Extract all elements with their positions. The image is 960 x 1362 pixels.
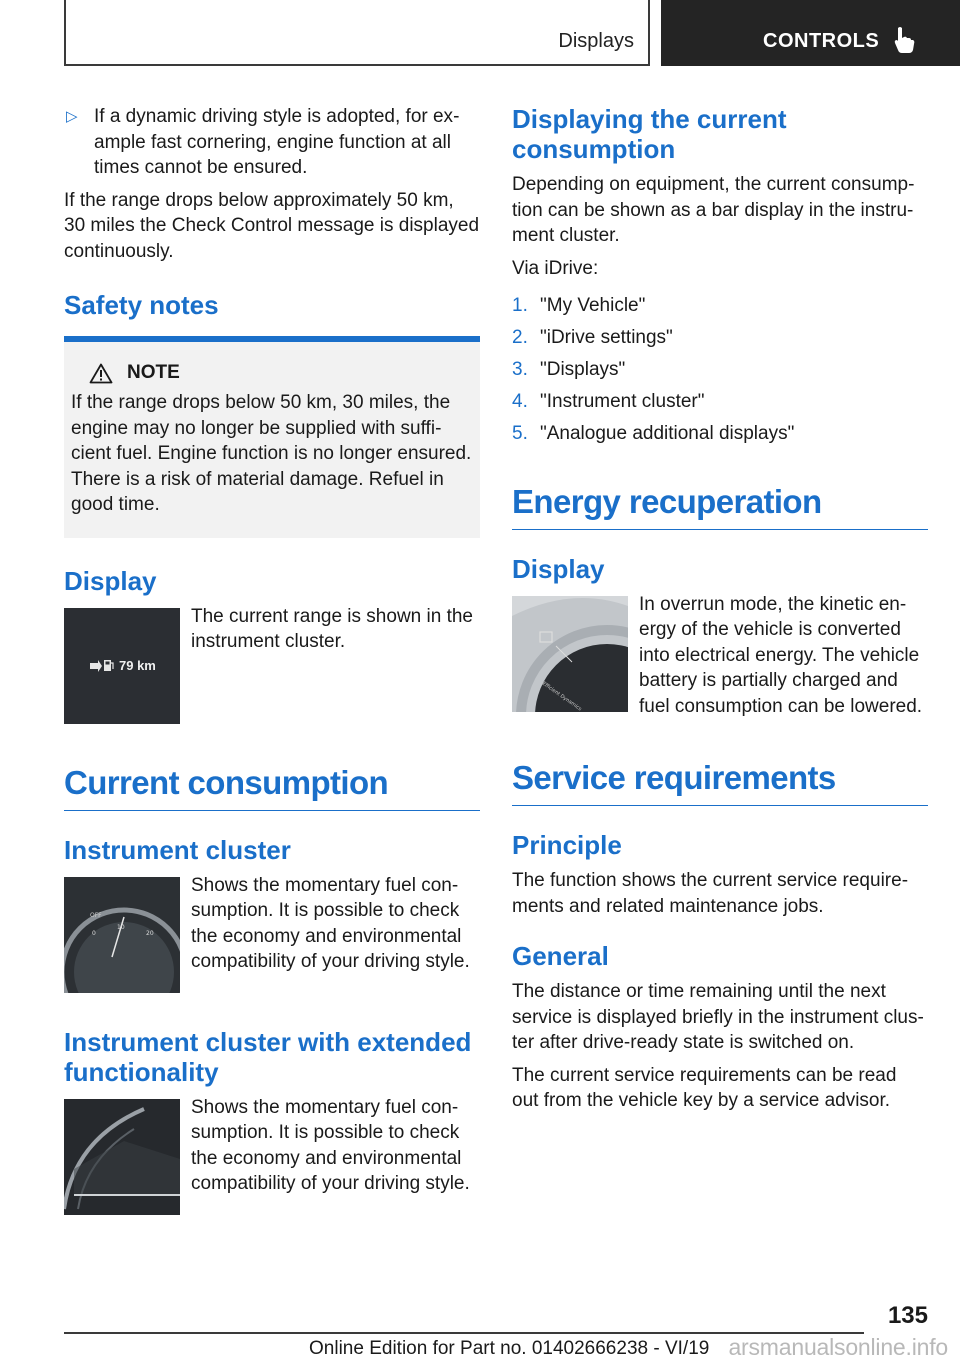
display-figure xyxy=(64,604,480,724)
list-item: 1. "My Vehicle" xyxy=(512,295,646,316)
general-text-2: The current service requirements can be read out from the vehicle key by a service advisor. xyxy=(512,1064,897,1111)
list-item: 5. "Analogue additional displays" xyxy=(512,423,795,444)
displaying-consumption-heading: Displaying the current consumption xyxy=(512,104,787,164)
note-box xyxy=(64,336,480,538)
list-item: 4. "Instrument cluster" xyxy=(512,391,705,412)
via-idrive-label: Via iDrive: xyxy=(512,257,599,279)
principle-heading: Principle xyxy=(512,830,622,860)
svg-text:10: 10 xyxy=(117,923,125,931)
display-text: The current range is shown in the instrument cluster. xyxy=(191,605,473,652)
extended-cluster-image xyxy=(64,1099,180,1215)
gauge-graphic xyxy=(64,877,180,993)
general-text-1: The distance or time remaining until the next service is displayed briefly in the instrument cluster after drive-ready state is switched on. xyxy=(512,981,924,1053)
idrive-steps-list xyxy=(512,293,928,447)
safety-notes-heading: Safety notes xyxy=(64,290,219,320)
svg-text:0: 0 xyxy=(92,929,96,937)
header-chapter-tab xyxy=(661,0,960,66)
range-display-image xyxy=(64,608,180,724)
warning-triangle-icon xyxy=(89,363,113,384)
current-consumption-heading: Current consumption xyxy=(64,764,480,811)
note-text: If the range drops below 50 km, 30 miles, the engine may no longer be supplied with sufficient fuel. Engine function is no longer ensured. There is a risk of material damage. Refuel in good time. xyxy=(71,392,472,515)
right-column xyxy=(512,104,928,1121)
cluster-text: Shows the momentary fuel consumption. It is possible to check the economy and environmental compatibility of your driving style. xyxy=(191,874,470,972)
footer-edition: Online Edition for Part no. 01402666238 - VI/19 xyxy=(309,1338,710,1359)
svg-text:20: 20 xyxy=(146,929,154,937)
extended-gauge-graphic xyxy=(64,1099,180,1215)
display-heading: Display xyxy=(64,565,157,596)
extended-cluster-text: Shows the momentary fuel consumption. It is possible to check the economy and environmental compatibility of your driving style. xyxy=(191,1096,470,1194)
displaying-consumption-text: Depending on equipment, the current consumption can be shown as a bar display in the instrument cluster. xyxy=(512,174,915,246)
energy-text: In overrun mode, the kinetic energy of the vehicle is converted into electrical energy. The vehicle battery is partially charged and fuel consumption can be lowered. xyxy=(639,593,923,717)
energy-figure xyxy=(512,592,928,720)
extended-cluster-figure xyxy=(64,1095,480,1215)
energy-recuperation-heading: Energy recuperation xyxy=(512,483,928,530)
header-chapter-title: CONTROLS xyxy=(763,30,880,52)
extended-cluster-heading: Instrument cluster with extended functionality xyxy=(64,1026,472,1087)
recuperation-gauge-graphic xyxy=(512,596,628,712)
list-item: 2. "iDrive settings" xyxy=(512,327,673,348)
list-item: 3. "Displays" xyxy=(512,359,626,380)
note-title-text: NOTE xyxy=(127,362,180,383)
header-section-title: Displays xyxy=(558,30,634,52)
cluster-figure xyxy=(64,873,480,993)
energy-display-heading: Display xyxy=(512,553,605,584)
svg-text:Efficient Dynamics: Efficient Dynamics xyxy=(540,680,583,712)
pointing-hand-icon xyxy=(893,26,915,54)
cluster-gauge-image xyxy=(64,877,180,993)
principle-text: The function shows the current service requirements and related maintenance jobs. xyxy=(512,870,909,917)
header-section-box xyxy=(64,0,650,66)
bullet-text: If a dynamic driving style is adopted, for example fast cornering, engine function at all times cannot be ensured. xyxy=(94,106,460,178)
instrument-cluster-heading: Instrument cluster xyxy=(64,834,291,865)
svg-text:OFF: OFF xyxy=(90,911,102,919)
general-heading: General xyxy=(512,941,609,971)
note-title xyxy=(89,362,473,384)
service-requirements-heading: Service requirements xyxy=(512,759,928,806)
range-paragraph: If the range drops below approximately 50 km, 30 miles the Check Control message is displayed continuously. xyxy=(64,189,480,262)
triangle-bullet-icon: ▷ xyxy=(66,108,78,125)
watermark: arsmanualsonline.info xyxy=(728,1334,948,1360)
energy-gauge-image xyxy=(512,596,628,712)
left-column xyxy=(64,104,480,1215)
range-value: 79 km xyxy=(119,657,156,673)
page-number: 135 xyxy=(887,1302,928,1329)
bullet-item xyxy=(64,104,480,181)
